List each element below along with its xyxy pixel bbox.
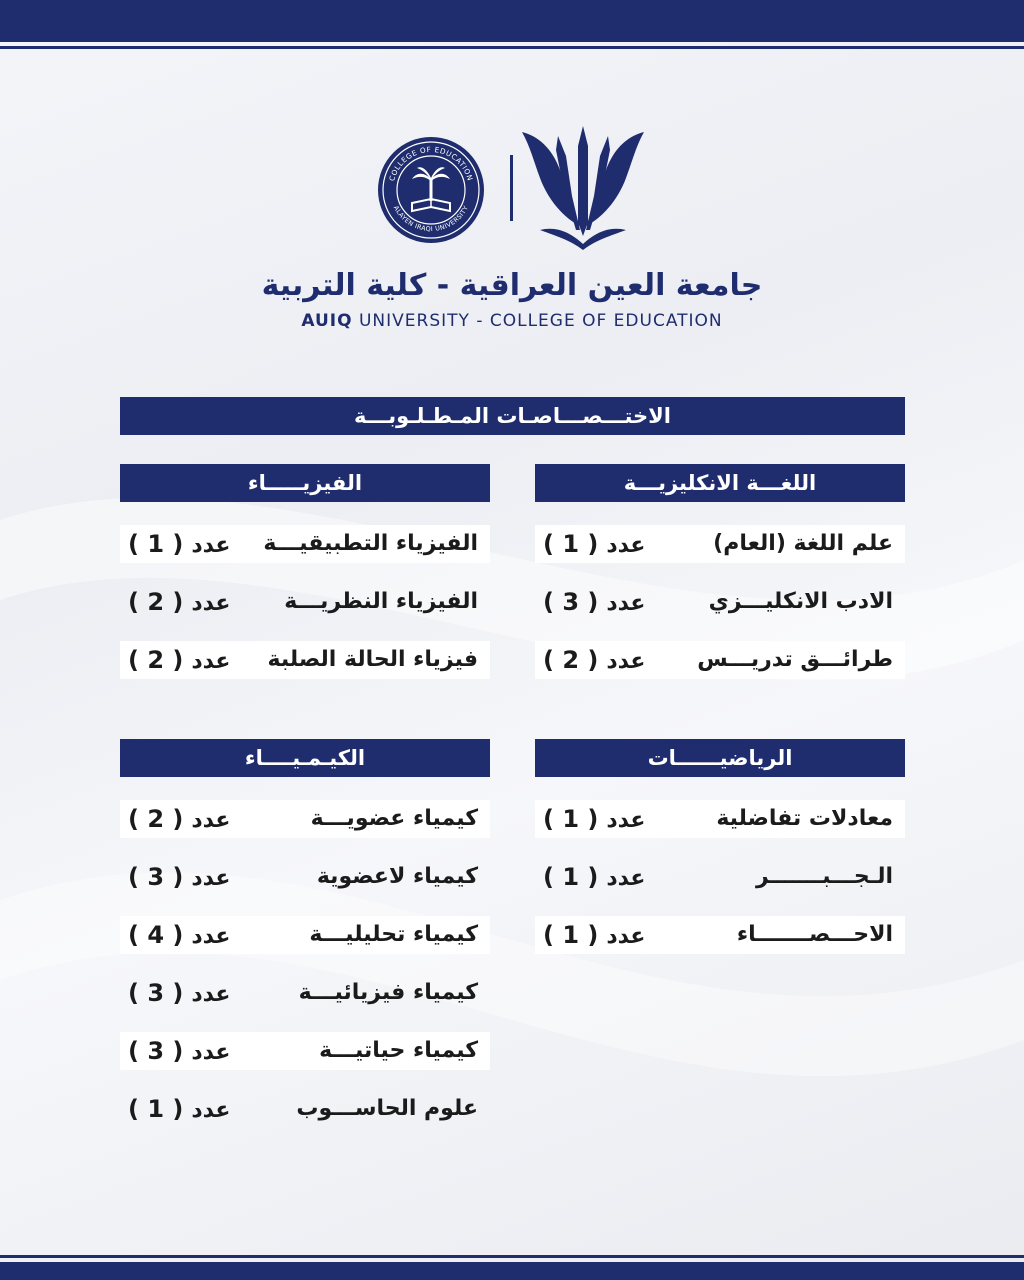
- item-count: [128, 800, 230, 840]
- count-value: ( 2 ): [128, 646, 184, 674]
- item-name: الاحـــصـــــــاء: [736, 922, 893, 947]
- count-value: ( 1 ): [543, 805, 599, 833]
- item-name: كيمياء عضويـــة: [310, 806, 478, 831]
- item-count: [543, 641, 645, 681]
- count-label: عدد: [191, 533, 231, 558]
- logo-divider: [510, 155, 513, 221]
- item-count: [128, 1032, 230, 1072]
- university-abbr: AUIQ: [301, 311, 353, 331]
- count-label: عدد: [606, 924, 646, 949]
- list-item: [120, 1090, 490, 1128]
- item-name: الفيزياء التطبيقيـــة: [263, 531, 478, 556]
- count-value: ( 3 ): [543, 588, 599, 616]
- university-tulip-logo-icon: [520, 126, 646, 252]
- item-count: [543, 583, 645, 623]
- seal-text-bottom: ALAYEN IRAQI UNIVERSITY: [391, 204, 471, 234]
- item-name: فيزياء الحالة الصلبة: [267, 647, 478, 672]
- count-value: ( 1 ): [128, 1095, 184, 1123]
- count-value: ( 3 ): [128, 979, 184, 1007]
- list-item: [535, 525, 905, 563]
- count-label: عدد: [191, 808, 231, 833]
- count-value: ( 2 ): [128, 805, 184, 833]
- item-count: [543, 916, 645, 956]
- item-name: الادب الانكليـــزي: [708, 589, 893, 614]
- item-count: [128, 916, 230, 956]
- item-name: الفيزياء النظريـــة: [284, 589, 478, 614]
- item-count: [128, 974, 230, 1014]
- item-count: [128, 1090, 230, 1130]
- list-item: [535, 916, 905, 954]
- university-title-arabic: جامعة العين العراقية - كلية التربية: [261, 268, 763, 303]
- count-label: عدد: [191, 924, 231, 949]
- section-english: [535, 464, 905, 699]
- count-value: ( 1 ): [543, 863, 599, 891]
- count-label: عدد: [606, 808, 646, 833]
- university-title-english: [212, 308, 812, 334]
- count-label: عدد: [191, 982, 231, 1007]
- count-value: ( 3 ): [128, 1037, 184, 1065]
- list-item: [120, 800, 490, 838]
- item-count: [128, 858, 230, 898]
- count-label: عدد: [606, 533, 646, 558]
- item-name: كيمياء فيزيائيـــة: [298, 980, 478, 1005]
- section-math-title: الرياضيــــــات: [535, 739, 905, 777]
- count-label: عدد: [606, 866, 646, 891]
- item-count: [543, 858, 645, 898]
- section-english-title: اللغـــة الانكليزيـــة: [535, 464, 905, 502]
- item-count: [543, 800, 645, 840]
- list-item: [120, 641, 490, 679]
- item-count: [128, 641, 230, 681]
- college-seal-icon: [376, 135, 486, 245]
- bottom-bar-line: [0, 1255, 1024, 1258]
- list-item: [535, 858, 905, 896]
- count-value: ( 1 ): [543, 530, 599, 558]
- count-value: ( 4 ): [128, 921, 184, 949]
- bottom-bar: [0, 1262, 1024, 1280]
- list-item: [120, 974, 490, 1012]
- item-count: [543, 525, 645, 565]
- section-chemistry: [120, 739, 490, 1148]
- count-value: ( 1 ): [543, 921, 599, 949]
- item-name: معادلات تفاضلية: [716, 806, 893, 831]
- count-label: عدد: [191, 1098, 231, 1123]
- list-item: [535, 800, 905, 838]
- count-label: عدد: [191, 866, 231, 891]
- item-count: [128, 583, 230, 623]
- count-value: ( 2 ): [128, 588, 184, 616]
- top-bar: [0, 0, 1024, 42]
- section-physics-title: الفيزيـــــاء: [120, 464, 490, 502]
- list-item: [535, 583, 905, 621]
- count-label: عدد: [191, 1040, 231, 1065]
- count-label: عدد: [191, 591, 231, 616]
- item-name: كيمياء لاعضوية: [316, 864, 478, 889]
- count-value: ( 1 ): [128, 530, 184, 558]
- list-item: [120, 1032, 490, 1070]
- item-name: علوم الحاســـوب: [296, 1096, 478, 1121]
- item-name: كيمياء حياتيـــة: [319, 1038, 478, 1063]
- university-title-rest: UNIVERSITY - COLLEGE OF EDUCATION: [352, 311, 723, 331]
- section-math: [535, 739, 905, 974]
- count-value: ( 3 ): [128, 863, 184, 891]
- count-value: ( 2 ): [543, 646, 599, 674]
- count-label: عدد: [606, 591, 646, 616]
- list-item: [535, 641, 905, 679]
- seal-text-top: COLLEGE OF EDUCATION: [387, 144, 475, 183]
- top-bar-line: [0, 46, 1024, 49]
- list-item: [120, 583, 490, 621]
- count-label: عدد: [606, 649, 646, 674]
- item-name: طرائـــق تدريـــس: [697, 647, 893, 672]
- required-specializations-header: الاختـــصـــاصـات المـطـلـوبـــة: [120, 397, 905, 435]
- item-name: علم اللغة (العام): [713, 531, 893, 556]
- section-chemistry-title: الكيـمـيــــاء: [120, 739, 490, 777]
- item-name: الـجـــبـــــــر: [755, 864, 893, 889]
- count-label: عدد: [191, 649, 231, 674]
- item-name: كيمياء تحليليـــة: [309, 922, 478, 947]
- section-physics: [120, 464, 490, 699]
- list-item: [120, 916, 490, 954]
- list-item: [120, 525, 490, 563]
- item-count: [128, 525, 230, 565]
- list-item: [120, 858, 490, 896]
